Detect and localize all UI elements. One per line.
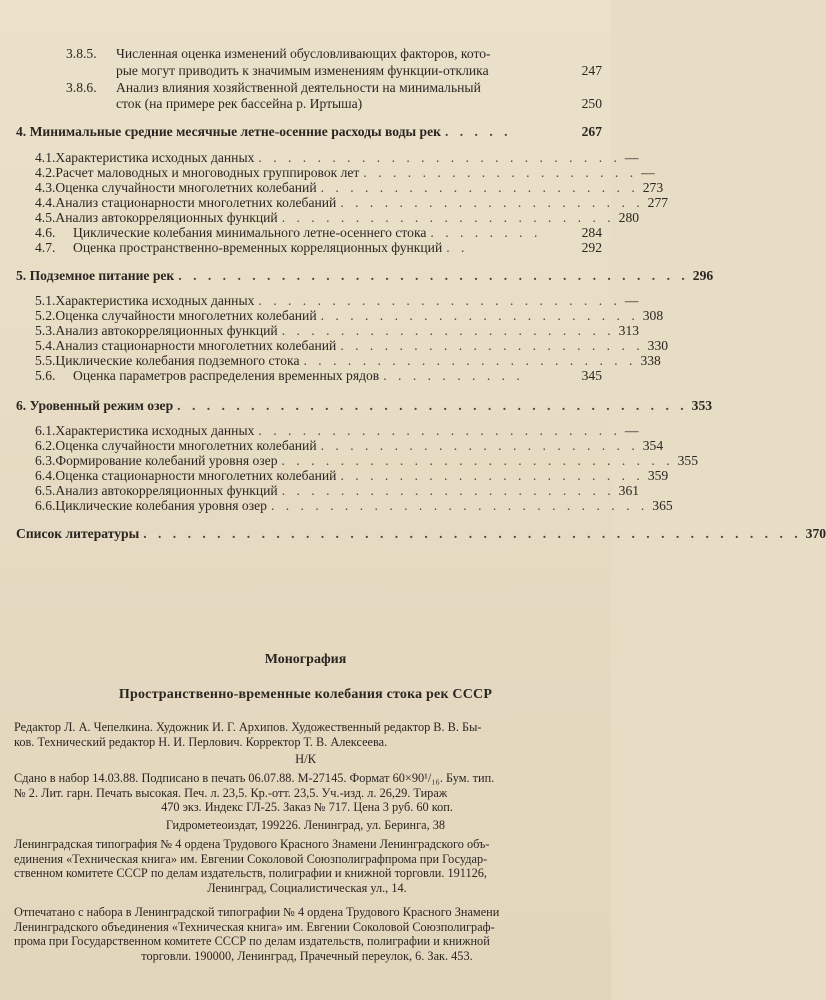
- printing-details: Сдано в набор 14.03.88. Подписано в печать 06.07.88. М-27145. Формат 60×90¹/₁₆. Бум. тип. № 2. Лит. гарн. Печать высокая. Печ. л. 23,5. Кр.-отт. 23,5. Уч.-изд. л. 26,29. Тираж 470 экз. Индекс ГЛ-25. Заказ № 717. Цена 3 руб. 60 коп.: [14, 771, 495, 815]
- toc-item: 4.2. Расчет маловодных и многоводных группировок лет . . . . . . . . . . . . . . . . . . . —: [35, 165, 655, 180]
- toc-page-number: 250: [581, 96, 602, 111]
- toc-item: 5.2. Оценка случайности многолетних колебаний . . . . . . . . . . . . . . . . . . . . . . 308: [35, 308, 664, 323]
- toc-item: 5.4. Анализ стационарности многолетних колебаний . . . . . . . . . . . . . . . . . . . . . 330: [35, 338, 669, 353]
- toc-item: 5.5. Циклические колебания подземного стока . . . . . . . . . . . . . . . . . . . . . . . 338: [35, 353, 661, 368]
- genre-label: Монография: [264, 652, 347, 667]
- toc-entry-3-8-6-cont: сток (на примере рек бассейна р. Иртыша) 250: [116, 96, 602, 111]
- publisher-address: Гидрометеоиздат, 199226. Ленинград, ул. Беринга, 38: [165, 818, 446, 832]
- toc-item: 4.4. Анализ стационарности многолетних колебаний . . . . . . . . . . . . . . . . . . . . . 277: [35, 195, 669, 210]
- toc-page-number: 247: [581, 63, 602, 78]
- toc-item: 6.4. Оценка стационарности многолетних колебаний . . . . . . . . . . . . . . . . . . . . . 359: [35, 468, 669, 483]
- typography-info: Ленинградская типография № 4 ордена Трудового Красного Знамени Ленинградского объ- единения «Техническая книга» им. Евгении Соколовой Союзполиграфпрома при Государ- ственном комитете СССР по делам издательств, полиграфии и книжной торговли. 191126, Ленинград, Социалистическая ул., 14.: [14, 837, 490, 895]
- toc-item: 6.3. Формирование колебаний уровня озер . . . . . . . . . . . . . . . . . . . . . . . . . . . 355: [35, 453, 699, 468]
- toc-item: 5.3. Анализ автокорреляционных функций . . . . . . . . . . . . . . . . . . . . . . . 313: [35, 323, 640, 338]
- toc-item: 4.6. Циклические колебания минимального летне-осеннего стока . . . . . . . . 284: [35, 225, 602, 240]
- toc-item: 5.6. Оценка параметров распределения временных рядов . . . . . . . . . . 345: [35, 368, 602, 383]
- toc-chapter-6: 6. Уровенный режим озер . . . . . . . . . . . . . . . . . . . . . . . . . . . . . . . . . . . 353: [16, 398, 713, 413]
- toc-references: Список литературы . . . . . . . . . . . . . . . . . . . . . . . . . . . . . . . . . . . . . . . . . . . . . 370: [16, 526, 826, 541]
- reprint-info: Отпечатано с набора в Ленинградской типографии № 4 ордена Трудового Красного Знамени Ленинградского объединения «Техническая книга» им. Евгении Соколовой Союзполиграф- прома при Государственном комитете СССР по делам издательств, полиграфии и книжной торговли. 190000, Ленинград, Прачечный переулок, 6. Зак. 453.: [14, 905, 500, 963]
- toc-item: 4.7. Оценка пространственно-временных корреляционных функций . . 292: [35, 240, 602, 255]
- toc-item: 4.1. Характеристика исходных данных . . . . . . . . . . . . . . . . . . . . . . . . . —: [35, 150, 639, 165]
- toc-entry-3-8-6: 3.8.6. Анализ влияния хозяйственной деятельности на минимальный: [66, 80, 481, 95]
- toc-entry-3-8-5: 3.8.5. Численная оценка изменений обусловливающих факторов, кото-: [66, 46, 491, 61]
- code-label: Н/К: [295, 752, 316, 766]
- toc-item: 4.5. Анализ автокорреляционных функций . . . . . . . . . . . . . . . . . . . . . . . 280: [35, 210, 640, 225]
- book-title: Пространственно-временные колебания стока рек СССР: [118, 687, 493, 702]
- toc-item: 6.1. Характеристика исходных данных . . . . . . . . . . . . . . . . . . . . . . . . . —: [35, 423, 639, 438]
- toc-item: 6.5. Анализ автокорреляционных функций . . . . . . . . . . . . . . . . . . . . . . . 361: [35, 483, 640, 498]
- toc-item: 6.6. Циклические колебания уровня озер . . . . . . . . . . . . . . . . . . . . . . . . . . 365: [35, 498, 673, 513]
- toc-item: 6.2. Оценка случайности многолетних колебаний . . . . . . . . . . . . . . . . . . . . . . 354: [35, 438, 664, 453]
- toc-entry-3-8-5-cont: рые могут приводить к значимым изменениям функции-отклика 247: [116, 63, 602, 78]
- editors-credits: Редактор Л. А. Чепелкина. Художник И. Г. Архипов. Художественный редактор В. В. Бы- ков. Технический редактор Н. И. Перлович. Корректор Т. В. Алексеева.: [14, 720, 482, 749]
- toc-item: 5.1. Характеристика исходных данных . . . . . . . . . . . . . . . . . . . . . . . . . —: [35, 293, 639, 308]
- toc-chapter-4: 4. Минимальные средние месячные летне-осенние расходы воды рек . . . . . 267: [16, 124, 602, 139]
- toc-item: 4.3. Оценка случайности многолетних колебаний . . . . . . . . . . . . . . . . . . . . . . 273: [35, 180, 664, 195]
- toc-chapter-5: 5. Подземное питание рек . . . . . . . . . . . . . . . . . . . . . . . . . . . . . . . . . . . 296: [16, 268, 714, 283]
